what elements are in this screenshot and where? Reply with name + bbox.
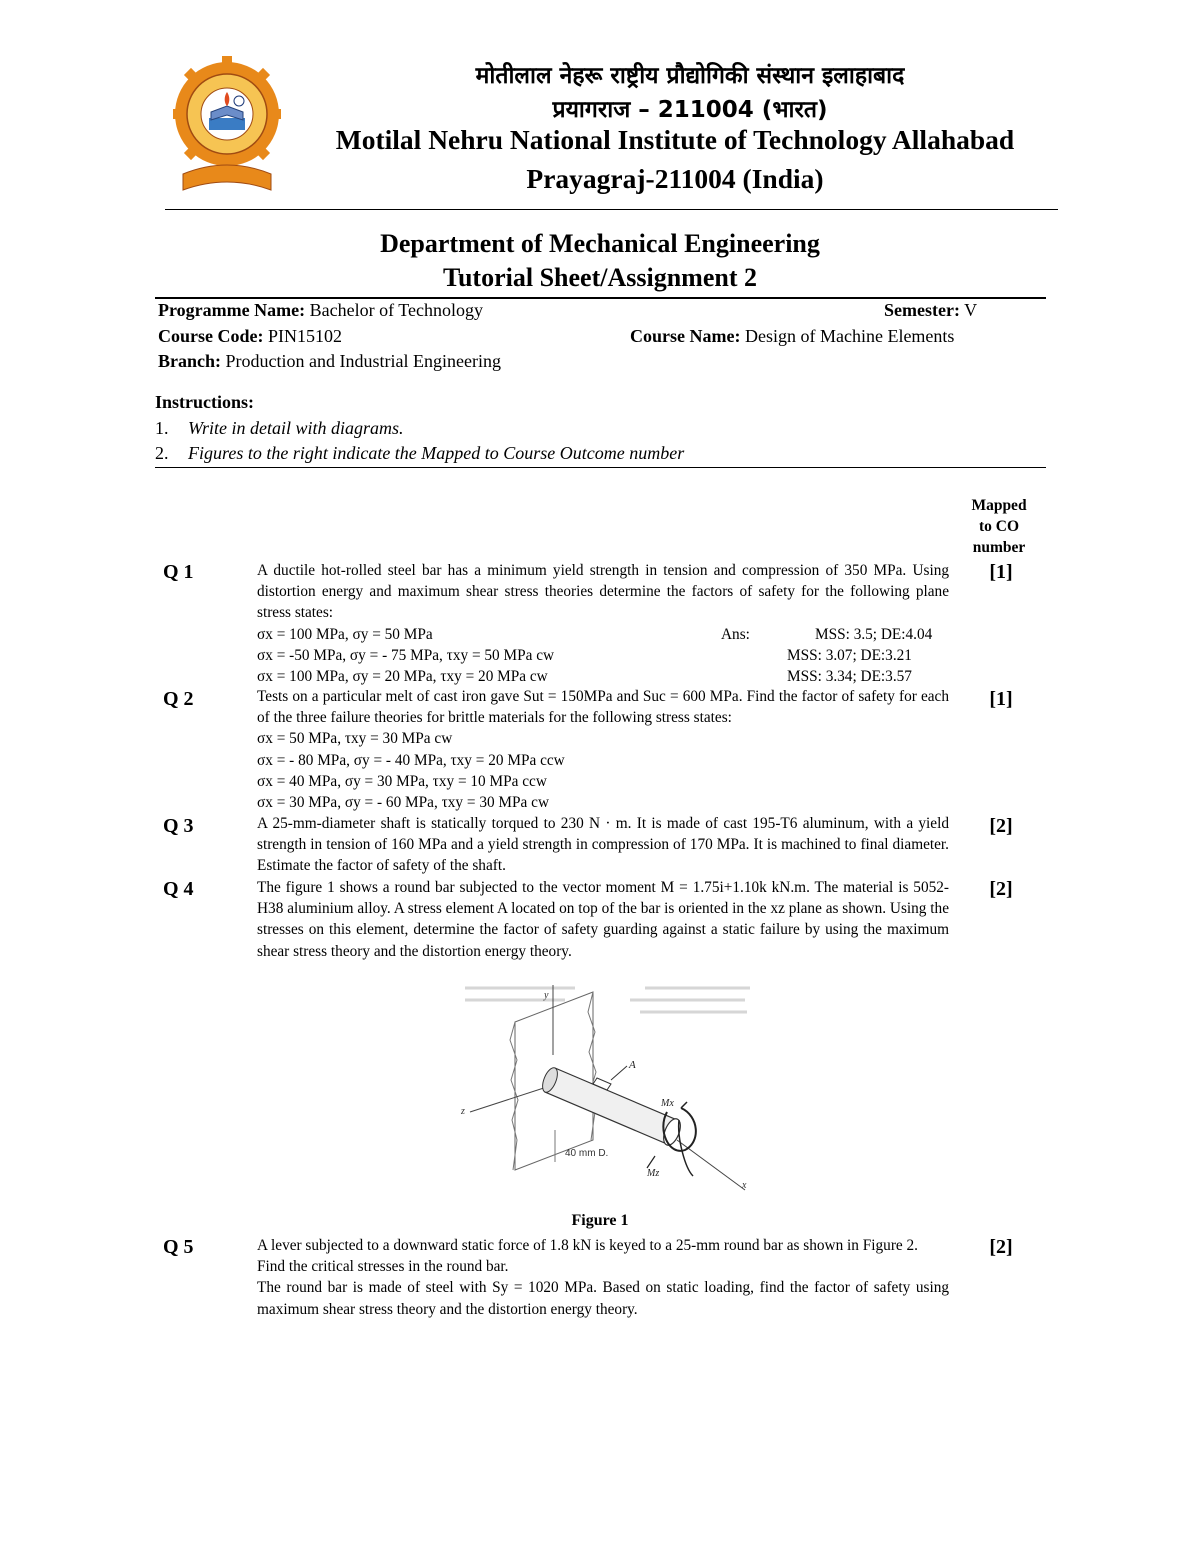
course-code: Course Code: PIN15102	[158, 326, 343, 346]
question-number: Q 1	[163, 561, 194, 583]
question-number: Q 5	[163, 1236, 194, 1258]
mapped-co-header: Mapped to CO number	[971, 497, 1027, 556]
figure-1-diagram	[455, 980, 755, 1200]
co-number: [2]	[989, 878, 1013, 900]
instructions-heading: Instructions:	[155, 392, 255, 412]
programme-name: Programme Name: Bachelor of Technology	[158, 300, 483, 320]
semester: Semester: V	[884, 300, 978, 320]
course-name: Course Name: Design of Machine Elements	[630, 326, 955, 346]
question-number: Q 2	[163, 688, 194, 710]
institute-name: Motilal Nehru National Institute of Technology Allahabad	[335, 124, 1015, 155]
institute-city: Prayagraj-211004 (India)	[526, 163, 824, 194]
question-2-text: Tests on a particular melt of cast iron gave Sut = 150MPa and Suc = 600 MPa. Find the factor of safety for each of the three failure theories for brittle materials for the following stress states: σx = 50 MPa, τxy = 30 MPa cw σx = - 80 MPa, σy = - 40 MPa, τxy = 20 MPa ccw σx = 40 MPa, σy = 30 MPa, τxy = 10 MPa ccw σx = 30 MPa, σy = - 60 MPa, τxy = 30 MPa cw	[257, 688, 949, 812]
question-5-text: A lever subjected to a downward static force of 1.8 kN is keyed to a 25-mm round bar as shown in Figure 2. Find the critical stresses in the round bar. The round bar is made of steel with Sy = 1020 MPa. Based on static loading, find the factor of safety using maximum shear stress theory and the distortion energy theory.	[257, 1237, 949, 1318]
institute-name-hindi: मोतीलाल नेहरू राष्ट्रीय प्रौद्योगिकी संस्थान इलाहाबाद	[475, 63, 905, 89]
diameter-label: 40 mm D.	[565, 1148, 609, 1159]
instruction-text: Figures to the right indicate the Mapped to Course Outcome number	[188, 443, 685, 463]
sheet-title: Tutorial Sheet/Assignment 2	[443, 263, 757, 292]
moment-mz-label: Mz	[647, 1168, 660, 1179]
element-a-label: A	[629, 1059, 636, 1071]
question-4-text: The figure 1 shows a round bar subjected to the vector moment M = 1.75i+1.10k kN.m. The material is 5052-H38 aluminium alloy. A stress element A located on top of the bar is oriented in the xz plane as shown. Using the stresses on this element, determine the factor of safety guarding against a static failure by using the maximum shear stress theory and the distortion energy theory.	[257, 879, 949, 960]
x-axis-label: x	[742, 1180, 747, 1191]
moment-mx-label: Mx	[661, 1098, 674, 1109]
co-number: [1]	[989, 688, 1013, 710]
city-hindi: प्रयागराज – 211004 (भारत)	[552, 97, 828, 123]
title-divider	[155, 297, 1046, 299]
instructions-divider	[155, 467, 1046, 468]
y-axis-label: y	[544, 990, 549, 1001]
instruction-item: 1.	[155, 418, 169, 438]
department-title: Department of Mechanical Engineering	[380, 229, 820, 258]
instruction-text: Write in detail with diagrams.	[188, 418, 404, 438]
question-number: Q 4	[163, 878, 194, 900]
co-number: [2]	[989, 815, 1013, 837]
question-number: Q 3	[163, 815, 194, 837]
co-number: [2]	[989, 1236, 1013, 1258]
question-3-text: A 25-mm-diameter shaft is statically torqued to 230 N · m. It is made of cast 195-T6 aluminum, with a yield strength in tension of 160 MPa and a yield strength in compression of 170 MPa. It is machined to final diameter. Estimate the factor of safety of the shaft.	[257, 815, 949, 875]
figure-1-caption: Figure 1	[571, 1212, 629, 1229]
question-1-text: A ductile hot-rolled steel bar has a minimum yield strength in tension and compression of 350 MPa. Using distortion energy and maximum shear stress theories determine the factors of safety for the following plane stress states: σx = 100 MPa, σy = 50 MPa Ans: MSS: 3.5; DE:4.04 σx = -50 MPa, σy = - 75 MPa, τxy = 50 MPa cw MSS: 3.07; DE:3.21 σx = 100 MPa, σy = 20 MPa, τxy = 20 MPa cw MSS: 3.34; DE:3.57	[257, 562, 949, 685]
z-axis-label: z	[461, 1106, 465, 1117]
institute-logo	[173, 52, 281, 200]
branch: Branch: Production and Industrial Engineering	[158, 351, 501, 371]
header-divider	[165, 209, 1058, 210]
co-number: [1]	[989, 561, 1013, 583]
instruction-item: 2.	[155, 443, 169, 463]
